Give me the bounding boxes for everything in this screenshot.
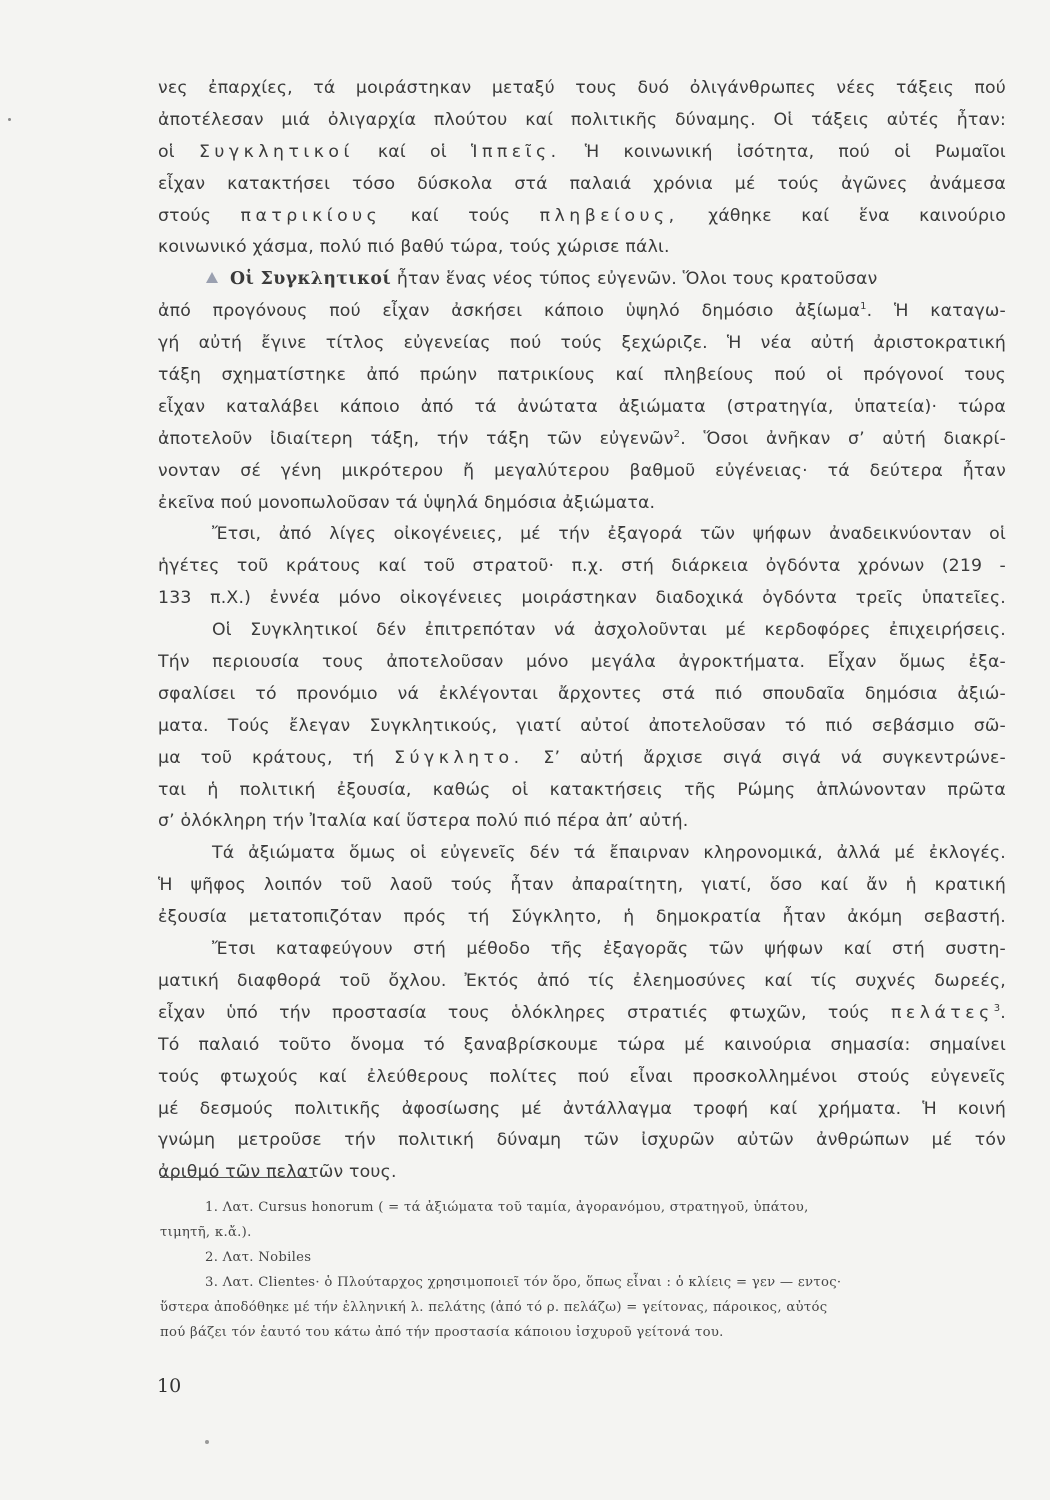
text-line: Τήν περιουσία τους ἀποτελοῦσαν μόνο μεγάλα ἀγροκτήματα. Εἶχαν ὅμως ἐξα-	[158, 652, 1006, 673]
text-line: ματική διαφθορά τοῦ ὄχλου. Ἐκτός ἀπό τίς ἐλεημοσύνες καί τίς συχνές δωρεές,	[158, 970, 1006, 991]
text-line: ματα. Τούς ἔλεγαν Συγκλητικούς, γιατί αὐτοί ἀποτελοῦσαν τό πιό σεβάσμιο σῶ-	[158, 715, 1006, 736]
spaced-term-ippeis: Ἱππεῖς.	[470, 141, 561, 162]
text-line: νονταν σέ γένη μικρότερου ἤ μεγαλύτερου βαθμοῦ εὐγένειας· τά δεύτερα ἦταν	[158, 460, 1006, 481]
text-fragment: ἀπό προγόνους πού εἶχαν ἀσκήσει κάποιο ὑψηλό δημόσιο ἀξίωμα	[158, 301, 861, 322]
text-line	[158, 743, 1006, 775]
text-line: 133 π.Χ.) ἐννέα μόνο οἰκογένειες μοιράστηκαν διαδοχικά ὀγδόντα τρεῖς ὑπατεῖες.	[158, 588, 1006, 609]
text-line: Ἡ ψῆφος λοιπόν τοῦ λαοῦ τούς ἦταν ἀπαραίτητη, γιατί, ὅσο καί ἄν ἡ κρατική	[158, 875, 1006, 896]
text-line	[158, 137, 1006, 169]
text-line: μέ δεσμούς πολιτικῆς ἀφοσίωσης μέ ἀντάλλαγμα τροφή καί χρήματα. Ἡ κοινή	[158, 1098, 1006, 1119]
text-fragment: καί οἱ	[377, 141, 447, 162]
text-fragment: Σ’ αὐτή ἄρχισε σιγά σιγά νά συγκεντρώνε-	[543, 747, 1006, 768]
text-line	[158, 201, 1006, 233]
spaced-term-pelates: πελάτες	[890, 1002, 994, 1023]
text-fragment: . Ὅσοι ἀνῆκαν σ’ αὐτή διακρί-	[680, 428, 1006, 449]
footnote-divider	[160, 1177, 313, 1178]
text-fragment: χάθηκε καί ἕνα καινούριο	[708, 205, 1006, 226]
footnote-3: 3. Λατ. Clientes· ὁ Πλούταρχος χρησιμοποιεῖ τόν ὅρο, ὅπως εἶναι : ὁ κλίεις = γεν — εντος·	[205, 1275, 842, 1290]
text-line: ἀριθμό τῶν πελατῶν τους.	[158, 1162, 397, 1183]
text-line: Τό παλαιό τοῦτο ὄνομα τό ξαναβρίσκουμε τώρα μέ καινούρια σημασία: σημαίνει	[158, 1034, 1006, 1055]
text-line	[158, 296, 1006, 328]
text-line	[158, 424, 1006, 456]
text-line: Ἔτσι, ἀπό λίγες οἰκογένειες, μέ τήν ἐξαγορά τῶν ψήφων ἀναδεικνύονταν οἱ	[212, 524, 1006, 545]
spaced-term-patrikioi: πατρικίους	[240, 205, 382, 226]
footnote-3-continued: ὕστερα ἀποδόθηκε μέ τήν ἑλληνική λ. πελάτης (ἀπό τό ρ. πελάζω) = γείτονας, πάροικος, αὐτός	[160, 1300, 828, 1315]
text-fragment: Ἡ κοινωνική ἰσότητα, πού οἱ Ρωμαῖοι	[584, 141, 1006, 162]
body-text	[158, 73, 1006, 1189]
footnote-ref: 2	[673, 429, 681, 441]
footnote-3-continued: πού βάζει τόν ἑαυτό του κάτω ἀπό τήν προστασία κάποιου ἰσχυροῦ γείτονά του.	[160, 1325, 724, 1340]
text-fragment: . Ἡ καταγω-	[866, 301, 1006, 322]
text-line: τάξη σχηματίστηκε ἀπό πρώην πατρικίους καί πληβείους πού οἱ πρόγονοί τους	[158, 365, 1006, 386]
text-line: νες ἐπαρχίες, τά μοιράστηκαν μεταξύ τους δυό ὀλιγάνθρωπες νέες τάξεις πού	[158, 78, 1006, 98]
spaced-term-synklitos: Σύγκλητο.	[394, 747, 524, 768]
text-line: ἐξουσία μετατοπιζόταν πρός τή Σύγκλητο, ἡ δημοκρατία ἦταν ἀκόμη σεβαστή.	[158, 907, 1006, 928]
text-fragment: μα τοῦ κράτους, τή	[158, 747, 375, 768]
scan-speck	[8, 118, 11, 121]
footnotes	[160, 1195, 1008, 1345]
footnote-ref: 3	[993, 1003, 1001, 1015]
scan-speck	[205, 1440, 209, 1444]
text-line	[158, 264, 1006, 296]
text-line: ἡγέτες τοῦ κράτους καί τοῦ στρατοῦ· π.χ. στή διάρκεια ὀγδόντα χρόνων (219 -	[158, 556, 1006, 577]
spaced-term-plebeioi: πληβείους,	[539, 205, 679, 226]
text-fragment: οἱ	[158, 141, 175, 162]
text-line: σφαλίσει τό προνόμιο νά ἐκλέγονται ἄρχοντες στά πιό σπουδαῖα δημόσια ἀξιώ-	[158, 683, 1006, 704]
text-fragment: .	[1000, 1002, 1006, 1023]
spaced-term-synklitikoi: Συγκλητικοί	[198, 141, 354, 162]
page-number: 10	[157, 1375, 182, 1397]
footnote-1-continued: τιμητῆ, κ.ἄ.).	[160, 1225, 252, 1240]
text-fragment: ἦταν ἕνας νέος τύπος εὐγενῶν. Ὅλοι τους κρατοῦσαν	[396, 269, 878, 290]
triangle-marker-icon	[206, 272, 218, 283]
text-fragment: εἶχαν ὑπό τήν προστασία τους ὁλόκληρες στρατιές φτωχῶν, τούς	[158, 1002, 870, 1023]
text-line: τούς φτωχούς καί ἐλεύθερους πολίτες πού εἶναι προσκολλημένοι στούς εὐγενεῖς	[158, 1066, 1006, 1087]
text-line: ται ἡ πολιτική ἐξουσία, καθώς οἱ κατακτήσεις τῆς Ρώμης ἁπλώνονταν πρῶτα	[158, 779, 1006, 800]
text-line: γνώμη μετροῦσε τήν πολιτική δύναμη τῶν ἰσχυρῶν αὐτῶν ἀνθρώπων μέ τόν	[158, 1130, 1006, 1151]
text-line: Τά ἀξιώματα ὅμως οἱ εὐγενεῖς δέν τά ἔπαιρναν κληρονομικά, ἀλλά μέ ἐκλογές.	[212, 843, 1006, 864]
text-line: ἐκεῖνα πού μονοπωλοῦσαν τά ὑψηλά δημόσια ἀξιώματα.	[158, 492, 656, 513]
text-line: γή αὐτή ἔγινε τίτλος εὐγενείας πού τούς ξεχώριζε. Ἡ νέα αὐτή ἀριστοκρατική	[158, 333, 1006, 354]
text-line	[158, 998, 1006, 1030]
text-line: εἶχαν κατακτήσει τόσο δύσκολα στά παλαιά χρόνια μέ τούς ἀγῶνες ἀνάμεσα	[158, 173, 1006, 194]
footnote-ref: 1	[860, 301, 867, 313]
text-line: εἶχαν καταλάβει κάποιο ἀπό τά ἀνώτατα ἀξιώματα (στρατηγία, ὑπατεία)· τώρα	[158, 396, 1006, 417]
text-line: Ἔτσι καταφεύγουν στή μέθοδο τῆς ἐξαγορᾶς τῶν ψήφων καί στή συστη-	[212, 939, 1006, 960]
text-line: Οἱ Συγκλητικοί δέν ἐπιτρεπόταν νά ἀσχολοῦνται μέ κερδοφόρες ἐπιχειρήσεις.	[212, 620, 1006, 641]
footnote-1: 1. Λατ. Cursus honorum ( = τά ἀξιώματα τοῦ ταμία, ἀγορανόμου, στρατηγοῦ, ὑπάτου,	[205, 1200, 809, 1215]
text-line: κοινωνικό χάσμα, πολύ πιό βαθύ τώρα, τούς χώρισε πάλι.	[158, 237, 670, 258]
text-fragment: ἀποτελοῦν ἰδιαίτερη τάξη, τήν τάξη τῶν εὐγενῶν	[158, 428, 674, 449]
text-line: σ’ ὁλόκληρη τήν Ἰταλία καί ὕστερα πολύ πιό πέρα ἀπ’ αὐτή.	[158, 811, 689, 832]
text-fragment: στούς	[158, 205, 212, 226]
footnote-2: 2. Λατ. Nobiles	[205, 1250, 312, 1265]
text-line: ἀποτέλεσαν μιά ὀλιγαρχία πλούτου καί πολιτικῆς δύναμης. Οἱ τάξεις αὐτές ἦταν:	[158, 109, 1006, 130]
bold-term-synklitikoi: Οἱ Συγκλητικοί	[230, 269, 392, 290]
text-fragment: καί τούς	[410, 205, 511, 226]
